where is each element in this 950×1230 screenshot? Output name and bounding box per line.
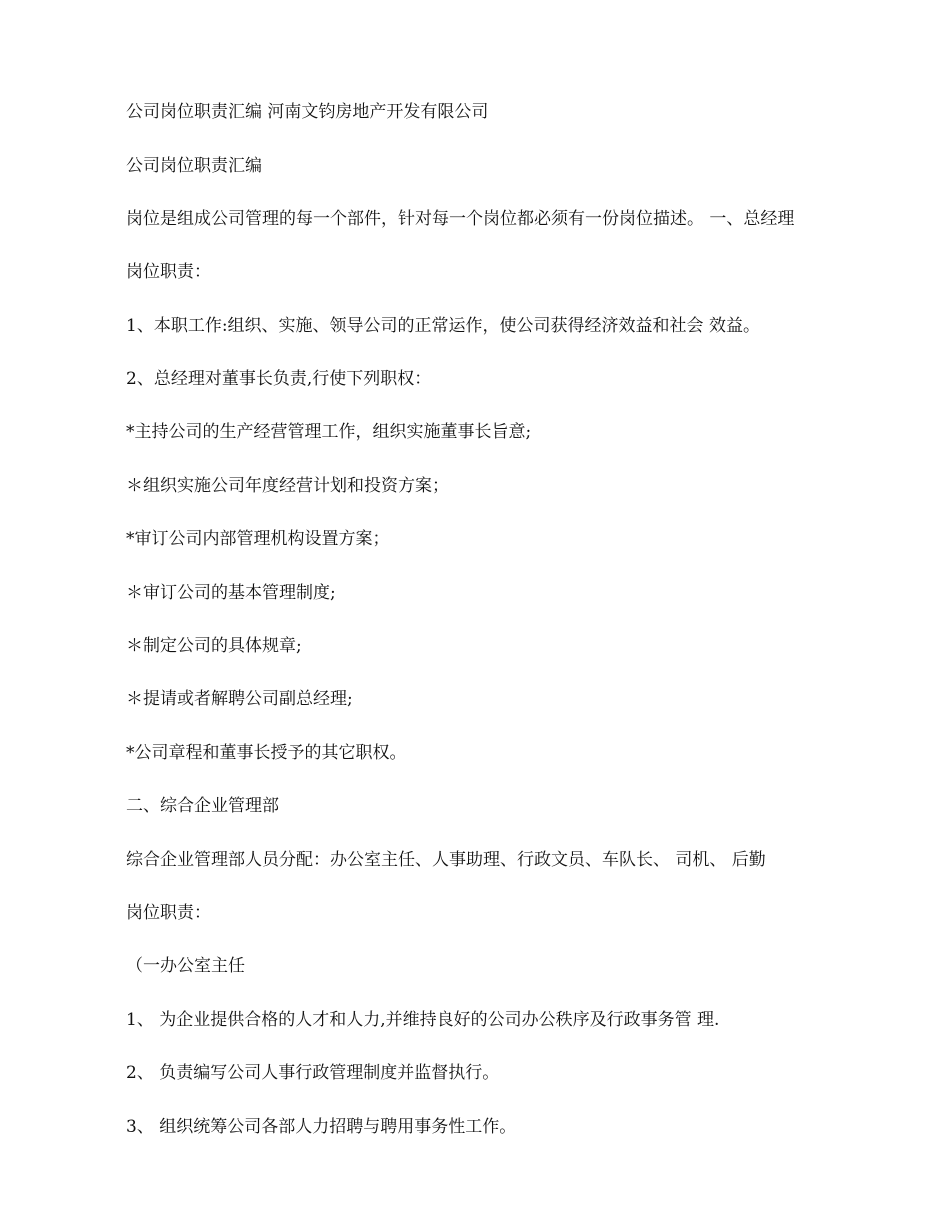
subsection-heading: （一办公室主任 (126, 956, 245, 976)
paragraph-line: 综合企业管理部人员分配：办公室主任、人事助理、行政文员、车队长、 司机、 后勤 (126, 850, 766, 870)
section-heading: 二、综合企业管理部 (126, 796, 279, 816)
bullet-item: ＊审订公司的基本管理制度; (126, 583, 336, 603)
list-item: 2、总经理对董事长负责,行使下列职权： (126, 369, 432, 389)
list-item: 3、 组织统筹公司各部人力招聘与聘用事务性工作。 (126, 1117, 517, 1137)
list-item: 2、 负责编写公司人事行政管理制度并监督执行。 (126, 1063, 500, 1083)
bullet-item: *公司章程和董事长授予的其它职权。 (126, 743, 407, 763)
paragraph-line: 岗位是组成公司管理的每一个部件，针对每一个岗位都必须有一份岗位描述。 一、总经理 (126, 209, 795, 229)
list-item: 1、本职工作:组织、实施、领导公司的正常运作，使公司获得经济效益和社会 效益。 (126, 316, 760, 336)
heading-duties: 岗位职责： (126, 262, 211, 282)
heading-duties: 岗位职责： (126, 903, 211, 923)
bullet-item: ＊组织实施公司年度经营计划和投资方案； (126, 476, 449, 496)
document-title-line: 公司岗位职责汇编 河南文钧房地产开发有限公司 (126, 102, 489, 122)
section-title: 公司岗位职责汇编 (126, 156, 262, 176)
list-item: 1、 为企业提供合格的人才和人力,并维持良好的公司办公秩序及行政事务管 理. (126, 1010, 720, 1030)
bullet-item: *审订公司内部管理机构设置方案； (126, 529, 390, 549)
bullet-item: ＊制定公司的具体规章; (126, 636, 302, 656)
bullet-item: *主持公司的生产经营管理工作，组织实施董事长旨意; (126, 422, 532, 442)
bullet-item: ＊提请或者解聘公司副总经理; (126, 689, 353, 709)
